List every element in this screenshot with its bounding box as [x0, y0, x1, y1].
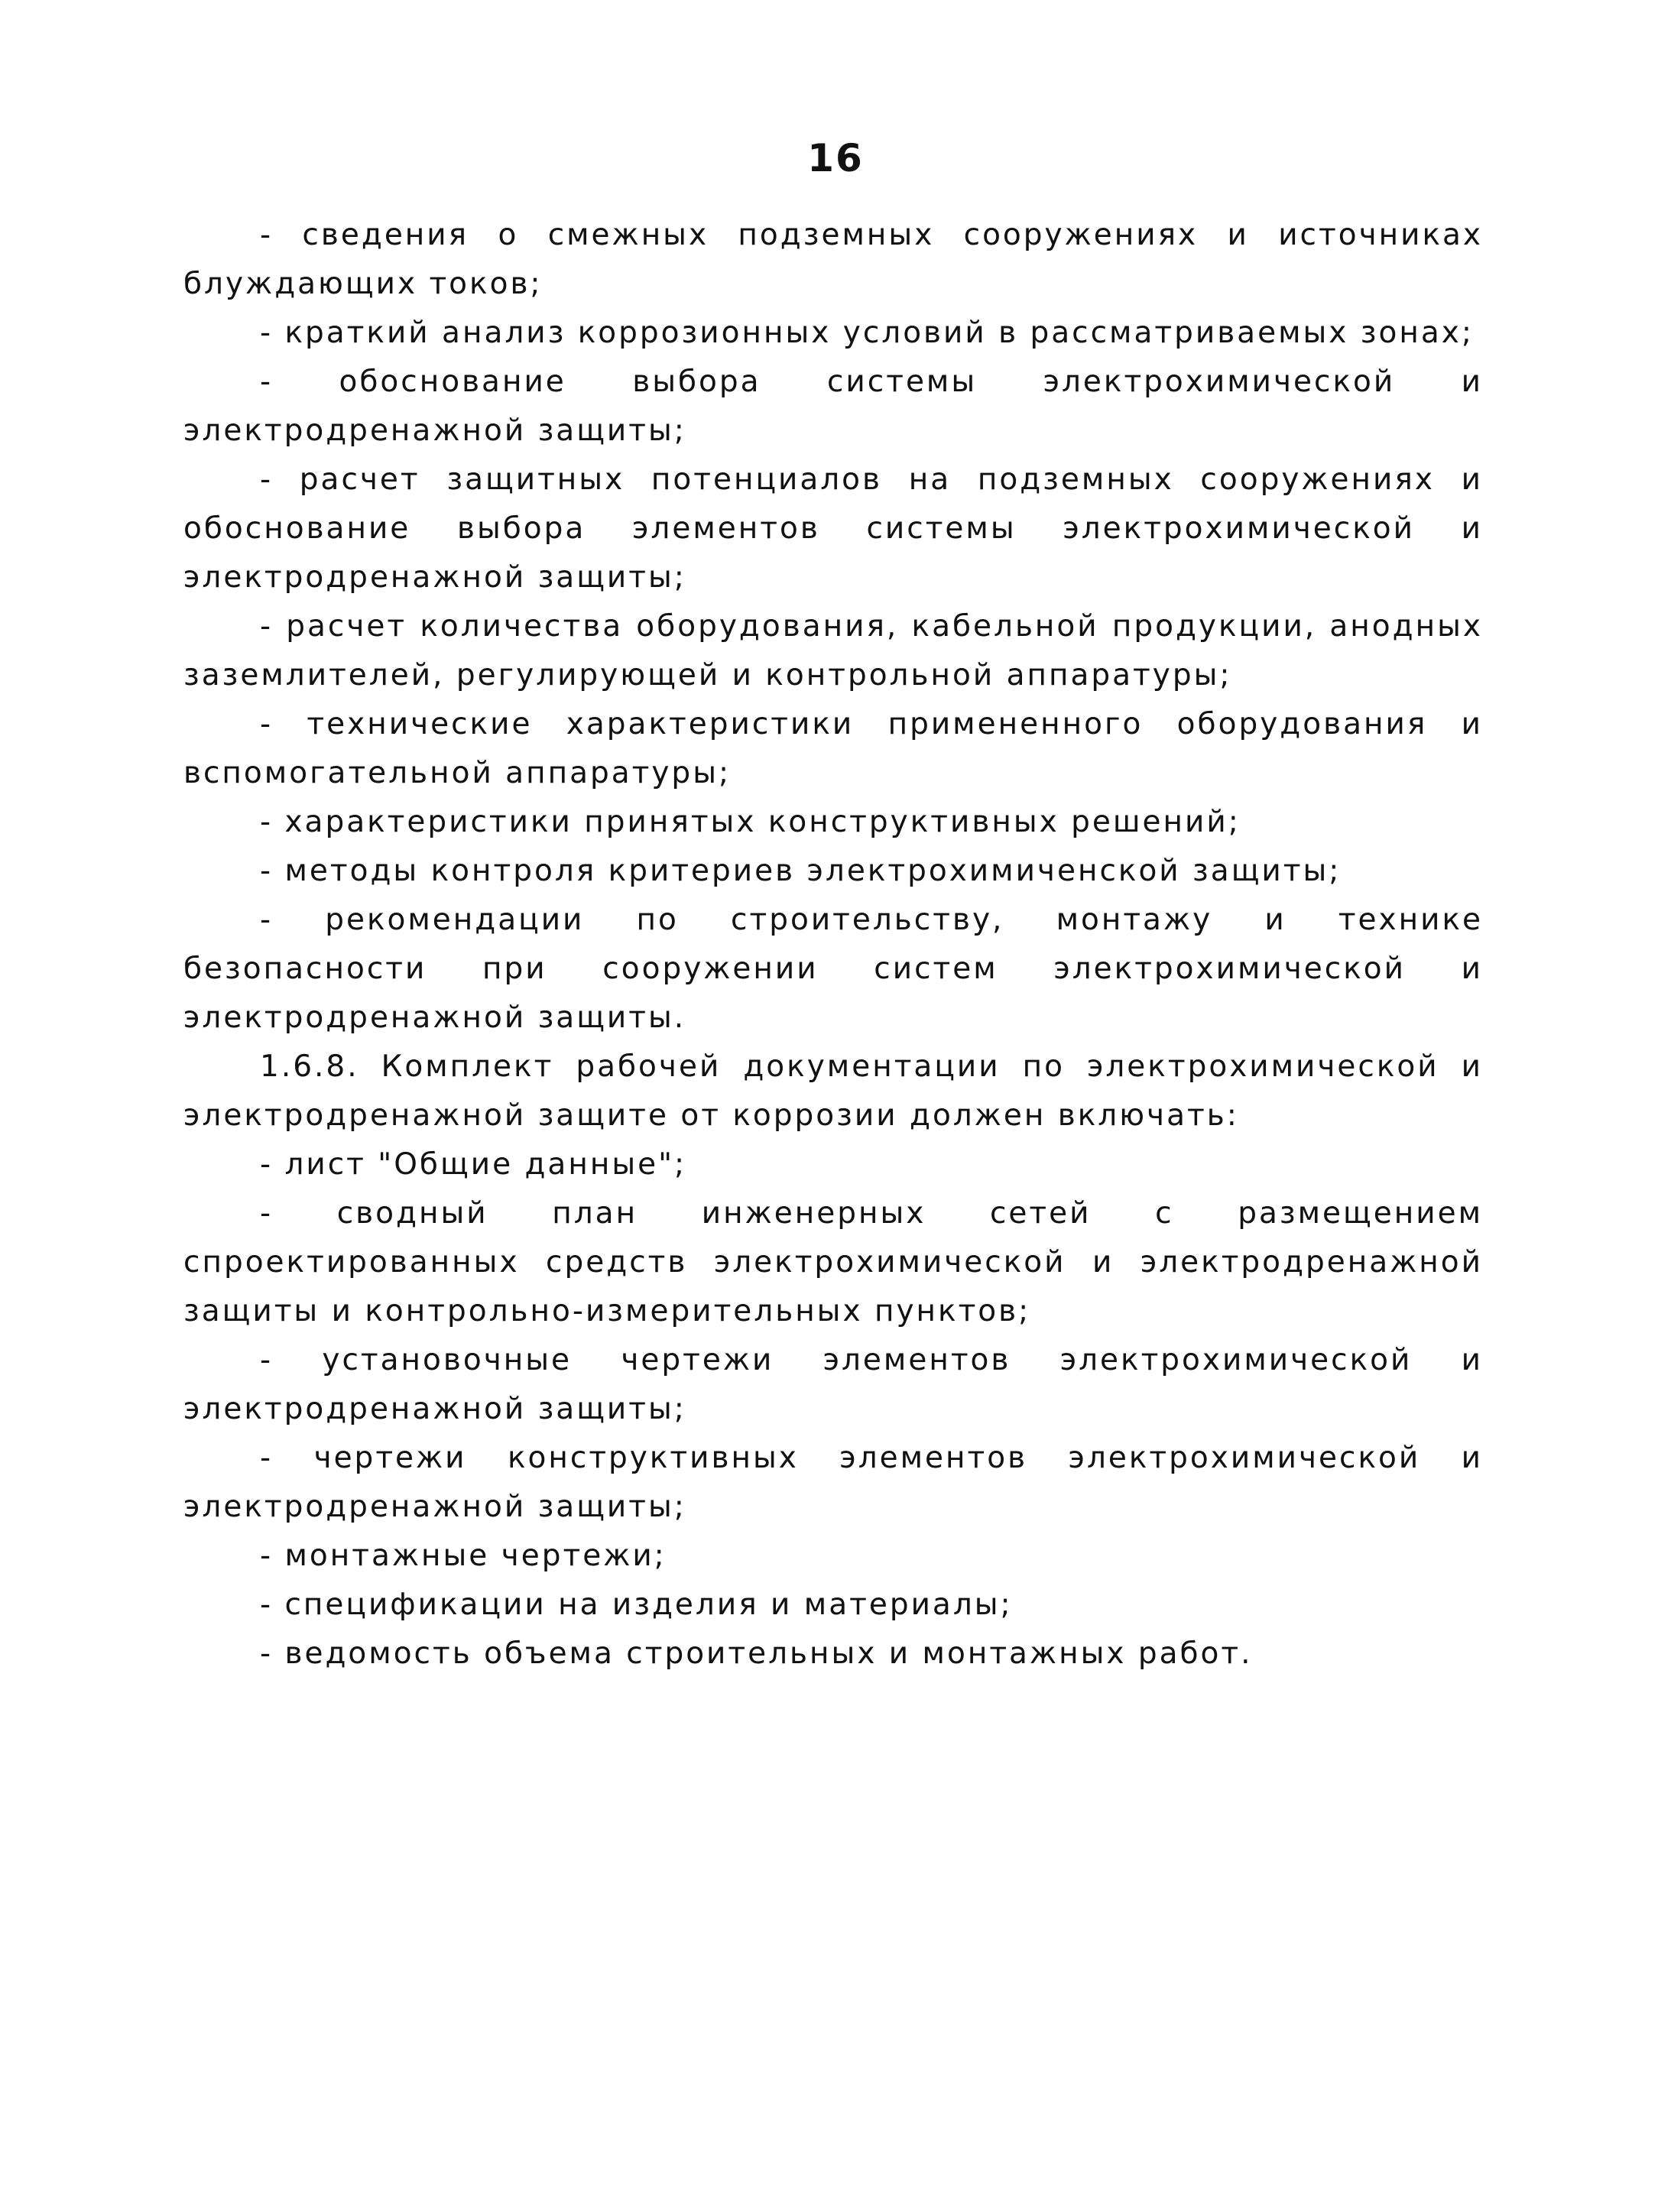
list-item: - обоснование выбора системы электрохимической и электродренажной защиты;	[183, 365, 1483, 448]
list-item: - методы контроля критериев электрохимиченской защиты;	[260, 854, 1342, 888]
list-item: - технические характеристики примененного оборудования и вспомогательной аппаратуры;	[183, 707, 1483, 790]
list-item: - чертежи конструктивных элементов электрохимической и электродренажной защиты;	[183, 1441, 1483, 1524]
page-number: 16	[807, 136, 864, 180]
section-paragraph: 1.6.8. Комплект рабочей документации по электрохимической и электродренажной защите от коррозии должен включать:	[183, 1049, 1483, 1133]
list-item: - краткий анализ коррозионных условий в рассматриваемых зонах;	[260, 316, 1474, 350]
list-item: - сводный план инженерных сетей с размещением спроектированных средств электрохимической и электродренажной защиты и контрольно-измерительных пунктов;	[183, 1196, 1483, 1328]
list-item: - рекомендации по строительству, монтажу и технике безопасности при сооружении систем электрохимической и электродренажной защиты.	[183, 903, 1483, 1035]
list-item: - установочные чертежи элементов электрохимической и электродренажной защиты;	[183, 1343, 1483, 1426]
list-item: - расчет защитных потенциалов на подземных сооружениях и обоснование выбора элементов системы электрохимической и электродренажной защиты;	[183, 462, 1483, 595]
list-item: - спецификации на изделия и материалы;	[260, 1588, 1013, 1622]
list-item: - лист "Общие данные";	[260, 1147, 687, 1182]
list-item: - монтажные чертежи;	[260, 1539, 667, 1573]
list-item: - расчет количества оборудования, кабельной продукции, анодных заземлителей, регулирующей и контрольной аппаратуры;	[183, 609, 1483, 692]
list-item: - сведения о смежных подземных сооружениях и источниках блуждающих токов;	[183, 218, 1483, 301]
list-item: - характеристики принятых конструктивных решений;	[260, 805, 1241, 839]
body-text	[183, 211, 1483, 1678]
list-item: - ведомость объема строительных и монтажных работ.	[260, 1636, 1253, 1671]
